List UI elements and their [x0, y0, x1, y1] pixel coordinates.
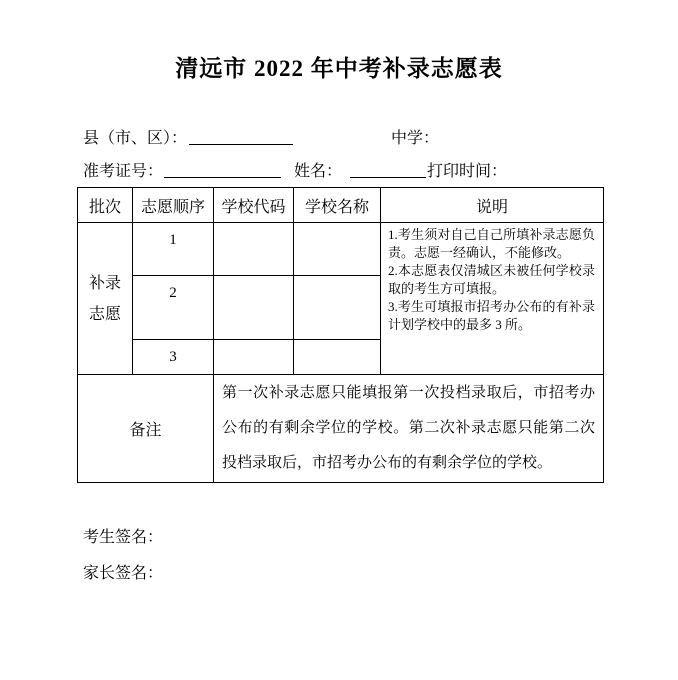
page-title: 清远市 2022 年中考补录志愿表 — [175, 56, 503, 81]
volunteer-table — [77, 187, 604, 483]
student-signature-label: 考生签名： — [83, 529, 164, 546]
county-blank-line — [189, 144, 293, 145]
school-name-cell-2 — [294, 276, 381, 340]
header-cell-notes: 说明 — [381, 188, 604, 223]
school-code-cell-2 — [214, 276, 294, 340]
order-cell-1: 1 — [133, 223, 214, 276]
school-code-cell-3 — [214, 340, 294, 375]
batch-cell — [78, 223, 133, 375]
remark-text: 第一次补录志愿只能填报第一次投档录取后，市招考办公布的有剩余学位的学校。第二次补录志愿只能第二次投档录取后，市招考办公布的有剩余学位的学校。 — [214, 375, 604, 483]
school-code-cell-1 — [214, 223, 294, 276]
school-name-cell-3 — [294, 340, 381, 375]
notes-cell — [381, 223, 604, 375]
exam-no-label: 准考证号： — [83, 163, 164, 180]
table-row — [78, 223, 604, 276]
note-item-2: 2.本志愿表仅清城区未被任何学校录取的考生方可填报。 — [388, 263, 595, 296]
parent-signature-label: 家长签名： — [83, 565, 164, 582]
county-label: 县（市、区）： — [83, 130, 188, 147]
print-time-label: 打印时间： — [427, 163, 508, 180]
remark-row — [78, 375, 604, 483]
order-cell-2: 2 — [133, 276, 214, 340]
header-cell-order: 志愿顺序 — [133, 188, 214, 223]
form-line-exam — [83, 158, 643, 181]
header-cell-school-code: 学校代码 — [214, 188, 294, 223]
batch-label: 补录志愿 — [88, 274, 121, 323]
table-header-row — [78, 188, 604, 223]
note-item-1: 1.考生须对自己自己所填补录志愿负责。志愿一经确认，不能修改。 — [388, 227, 595, 260]
school-name-cell-1 — [294, 223, 381, 276]
header-cell-batch: 批次 — [78, 188, 133, 223]
form-line-county — [83, 125, 643, 148]
remark-label: 备注 — [78, 375, 214, 483]
name-label: 姓名： — [294, 163, 343, 180]
name-blank-line — [350, 177, 426, 178]
header-cell-school-name: 学校名称 — [294, 188, 381, 223]
note-item-3: 3.考生可填报市招考办公布的有补录计划学校中的最多 3 所。 — [388, 299, 595, 332]
order-cell-3: 3 — [133, 340, 214, 375]
middle-school-label: 中学： — [391, 130, 440, 147]
exam-no-blank-line — [164, 177, 281, 178]
